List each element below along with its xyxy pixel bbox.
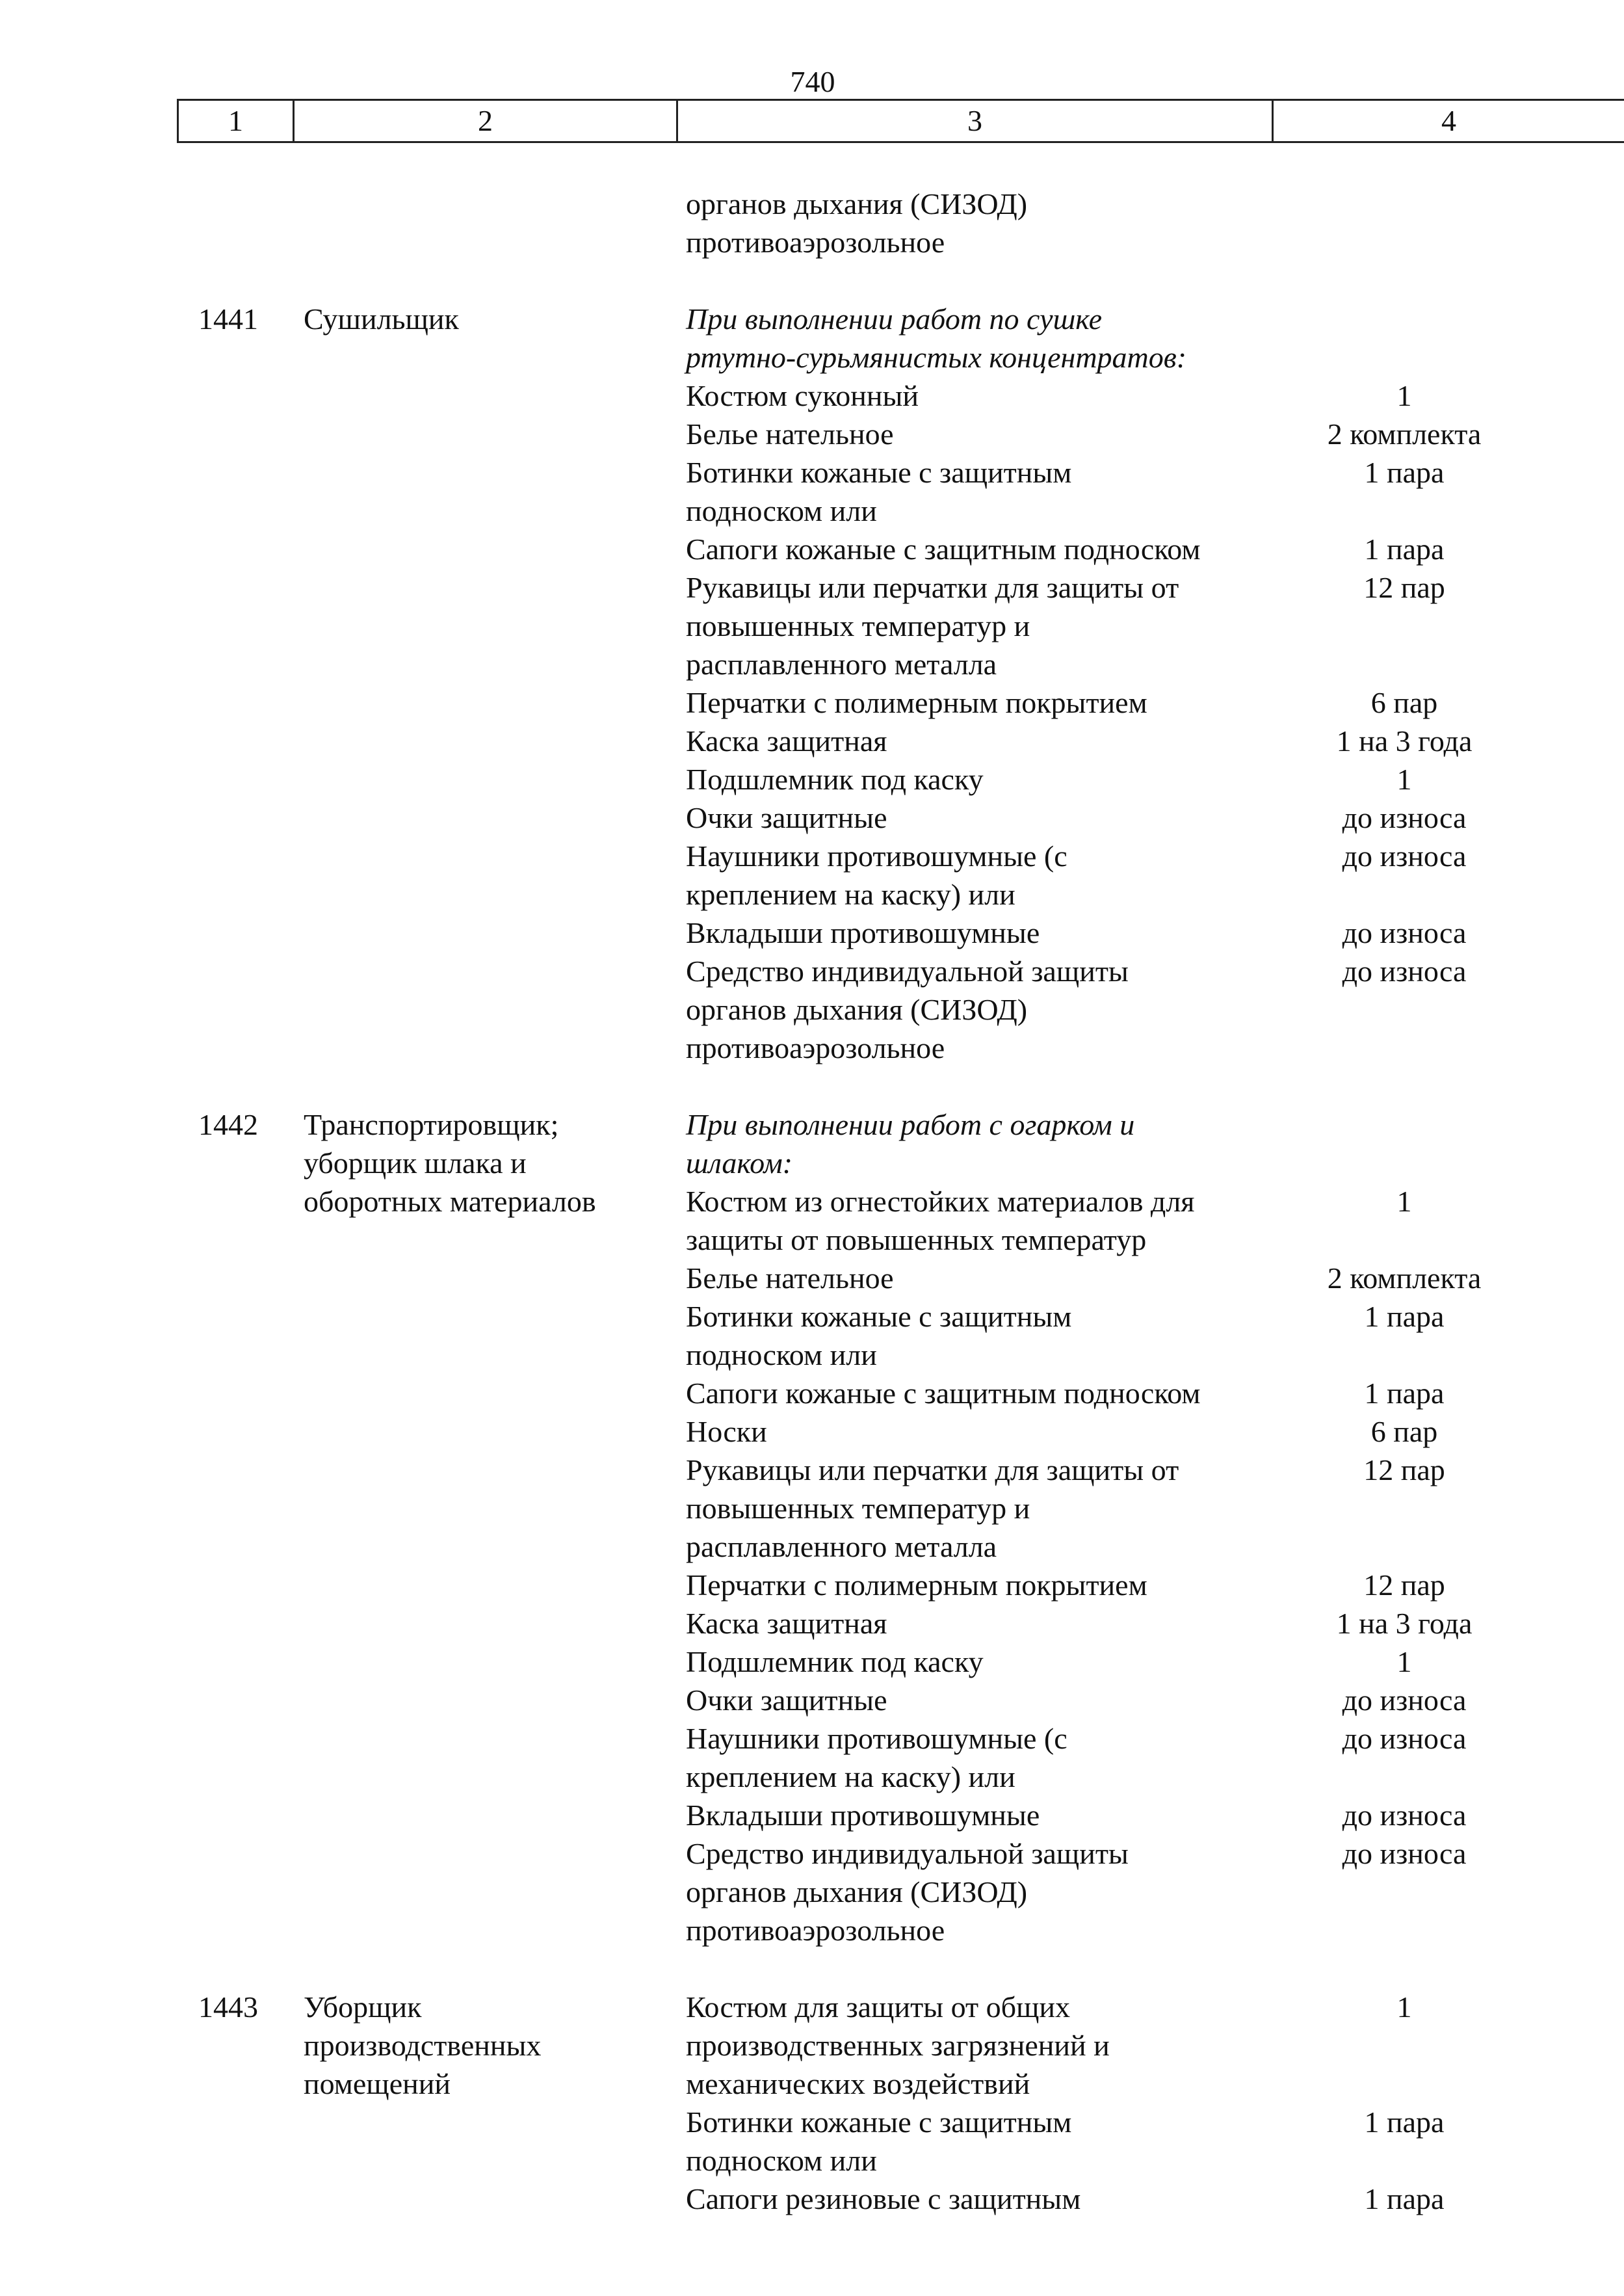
ppe-item-norm: до износа [1342,916,1467,949]
ppe-item-line: Рукавицы или перчатки для защиты от [686,571,1179,604]
ppe-item-line: Костюм из огнестойких материалов для [686,1185,1195,1218]
ppe-item-norm: 1 [1396,763,1412,796]
ppe-item-line: Ботинки кожаные с защитным [686,1300,1072,1333]
ppe-item-norm: 1 пара [1364,2105,1445,2139]
ppe-item-line: Сапоги кожаные с защитным подноском [686,533,1201,566]
ppe-item-line: повышенных температур и [686,1492,1030,1525]
ppe-item-line: Белье нательное [686,1261,894,1295]
ppe-item-line: противоаэрозольное [686,1031,945,1064]
table-row [0,1182,1624,1259]
ppe-item-name [686,1259,1271,1297]
ppe-item-norm: 1 [1396,1990,1412,2024]
ppe-item-line: производственных загрязнений и [686,2029,1110,2062]
work-condition-line: При выполнении работ с огарком и [686,1108,1135,1141]
ppe-item-name [686,760,1271,798]
ppe-item-norm: до износа [1342,1683,1467,1717]
ppe-item-name [686,1297,1271,1374]
continuation-line: органов дыхания (СИЗОД) [686,187,1028,220]
ppe-item-line: подноском или [686,2144,877,2177]
table-row [0,798,1624,837]
ppe-item-line: Костюм для защиты от общих [686,1990,1071,2024]
ppe-item-line: Ботинки кожаные с защитным [686,2105,1072,2139]
ppe-item-name [686,530,1271,568]
table-row [0,530,1624,568]
ppe-item-norm: 1 пара [1364,456,1445,489]
ppe-item-norm: 1 [1396,1185,1412,1218]
table-row [0,2180,1624,2218]
table-row [0,1719,1624,1796]
ppe-item-norm: 6 пар [1370,686,1438,719]
ppe-item-line: Наушники противошумные (с [686,839,1067,873]
ppe-item-name [686,376,1271,415]
ppe-item-line: Сапоги кожаные с защитным подноском [686,1377,1201,1410]
ppe-item-line: расплавленного металла [686,1530,997,1563]
ppe-item-name [686,1566,1271,1604]
work-condition-line: При выполнении работ по сушке [686,302,1103,336]
ppe-item-norm: 1 пара [1364,533,1445,566]
table-row [0,568,1624,683]
ppe-item-name [686,1988,1271,2103]
ppe-item-name [686,683,1271,722]
ppe-item-norm: 2 комплекта [1327,1261,1482,1295]
table-row [0,1297,1624,1374]
ppe-item-line: Очки защитные [686,1683,887,1717]
ppe-item-name [686,914,1271,952]
ppe-item-name [686,1182,1271,1259]
column-header-4: 4 [1272,101,1624,141]
table-row [0,1566,1624,1604]
column-header-1: 1 [177,101,293,141]
table-row [0,914,1624,952]
ppe-item-line: Каска защитная [686,1607,887,1640]
ppe-item-norm: 1 на 3 года [1336,724,1473,758]
ppe-item-line: Ботинки кожаные с защитным [686,456,1072,489]
ppe-item-line: противоаэрозольное [686,1914,945,1947]
ppe-item-norm: 1 пара [1364,1377,1445,1410]
table-row [0,837,1624,914]
ppe-item-line: подноском или [686,494,877,527]
profession-line: уборщик шлака и [304,1146,527,1180]
table-body [0,185,1624,2218]
ppe-item-line: Подшлемник под каску [686,763,984,796]
continuation-row [0,185,1624,261]
ppe-item-norm: 12 пар [1363,1568,1445,1602]
ppe-item-name [686,2180,1271,2218]
ppe-item-line: повышенных температур и [686,609,1030,642]
ppe-item-name [686,415,1271,453]
ppe-item-norm: 12 пар [1363,1453,1445,1486]
ppe-item-line: Сапоги резиновые с защитным [686,2182,1081,2215]
profession-line: Сушильщик [304,302,459,336]
table-row [0,1796,1624,1834]
ppe-item-name [686,1796,1271,1834]
table-row [0,1988,1624,2103]
table-row [0,1412,1624,1451]
ppe-item-line: расплавленного металла [686,648,997,681]
ppe-item-line: Вкладыши противошумные [686,1799,1040,1832]
work-condition-line: шлаком: [686,1146,793,1180]
profession-line: оборотных материалов [304,1185,596,1218]
entry-number: 1443 [198,1990,258,2024]
continuation-text [686,185,1271,261]
ppe-item-name [686,1604,1271,1643]
profession-name [304,300,668,338]
ppe-item-line: Белье нательное [686,417,894,451]
ppe-item-norm: до износа [1342,1799,1467,1832]
table-row [0,760,1624,798]
ppe-item-name [686,568,1271,683]
ppe-item-line: защиты от повышенных температур [686,1223,1147,1256]
table-row [0,722,1624,760]
ppe-item-line: Вкладыши противошумные [686,916,1040,949]
ppe-item-line: органов дыхания (СИЗОД) [686,993,1028,1026]
ppe-item-line: Рукавицы или перчатки для защиты от [686,1453,1179,1486]
ppe-item-norm: 1 [1396,1645,1412,1678]
ppe-item-line: Средство индивидуальной защиты [686,955,1129,988]
ppe-item-name [686,722,1271,760]
column-header-2: 2 [293,101,676,141]
ppe-item-line: Костюм суконный [686,379,919,412]
ppe-item-line: Очки защитные [686,801,887,834]
table-row [0,300,1624,376]
entry-number: 1442 [198,1108,258,1141]
ppe-item-name [686,453,1271,530]
ppe-item-norm: до износа [1342,955,1467,988]
ppe-item-name [686,1451,1271,1566]
profession-line: Уборщик [304,1990,422,2024]
table-header-row [177,99,1624,143]
ppe-item-line: Носки [686,1415,767,1448]
ppe-item-name [686,2103,1271,2180]
ppe-item-norm: 1 пара [1364,2182,1445,2215]
ppe-item-name [686,1643,1271,1681]
ppe-item-line: механических воздействий [686,2067,1030,2100]
table-row [0,2103,1624,2180]
table-row [0,1451,1624,1566]
ppe-item-line: Перчатки с полимерным покрытием [686,686,1147,719]
ppe-item-norm: до износа [1342,801,1467,834]
ppe-item-line: Перчатки с полимерным покрытием [686,1568,1147,1602]
ppe-item-norm: 1 [1396,379,1412,412]
work-condition [686,1105,1271,1182]
ppe-item-line: Каска защитная [686,724,887,758]
profession-line: Транспортировщик; [304,1108,559,1141]
ppe-item-norm: до износа [1342,1722,1467,1755]
table-row [0,952,1624,1067]
ppe-item-norm: 12 пар [1363,571,1445,604]
table-row [0,1643,1624,1681]
ppe-item-line: креплением на каску) или [686,1760,1015,1793]
table-row [0,1374,1624,1412]
ppe-item-norm: до износа [1342,839,1467,873]
ppe-item-name [686,1374,1271,1412]
ppe-item-norm: до износа [1342,1837,1467,1870]
ppe-item-norm: 2 комплекта [1327,417,1482,451]
ppe-item-name [686,1719,1271,1796]
work-condition [686,300,1271,376]
ppe-item-name [686,1681,1271,1719]
page-number: 740 [790,65,835,98]
work-condition-line: ртутно-сурьмянистых концентратов: [686,341,1187,374]
table-row [0,453,1624,530]
ppe-item-norm: 6 пар [1370,1415,1438,1448]
ppe-item-line: Подшлемник под каску [686,1645,984,1678]
continuation-line: противоаэрозольное [686,226,945,259]
profession-name [304,1988,668,2103]
profession-line: производственных [304,2029,542,2062]
ppe-item-name [686,837,1271,914]
table-row [0,1681,1624,1719]
ppe-item-name [686,952,1271,1067]
column-header-3: 3 [676,101,1272,141]
ppe-item-line: подноском или [686,1338,877,1371]
ppe-item-line: Средство индивидуальной защиты [686,1837,1129,1870]
ppe-item-name [686,1412,1271,1451]
ppe-item-name [686,1834,1271,1949]
profession-line: помещений [304,2067,451,2100]
table-row [0,683,1624,722]
ppe-item-line: Наушники противошумные (с [686,1722,1067,1755]
ppe-item-line: органов дыхания (СИЗОД) [686,1875,1028,1908]
ppe-item-line: креплением на каску) или [686,878,1015,911]
entry-number: 1441 [198,302,258,336]
table-row [0,376,1624,415]
table-row [0,1604,1624,1643]
table-row [0,1259,1624,1297]
ppe-item-name [686,798,1271,837]
table-row [0,1834,1624,1949]
table-row [0,415,1624,453]
ppe-item-norm: 1 на 3 года [1336,1607,1473,1640]
ppe-item-norm: 1 пара [1364,1300,1445,1333]
